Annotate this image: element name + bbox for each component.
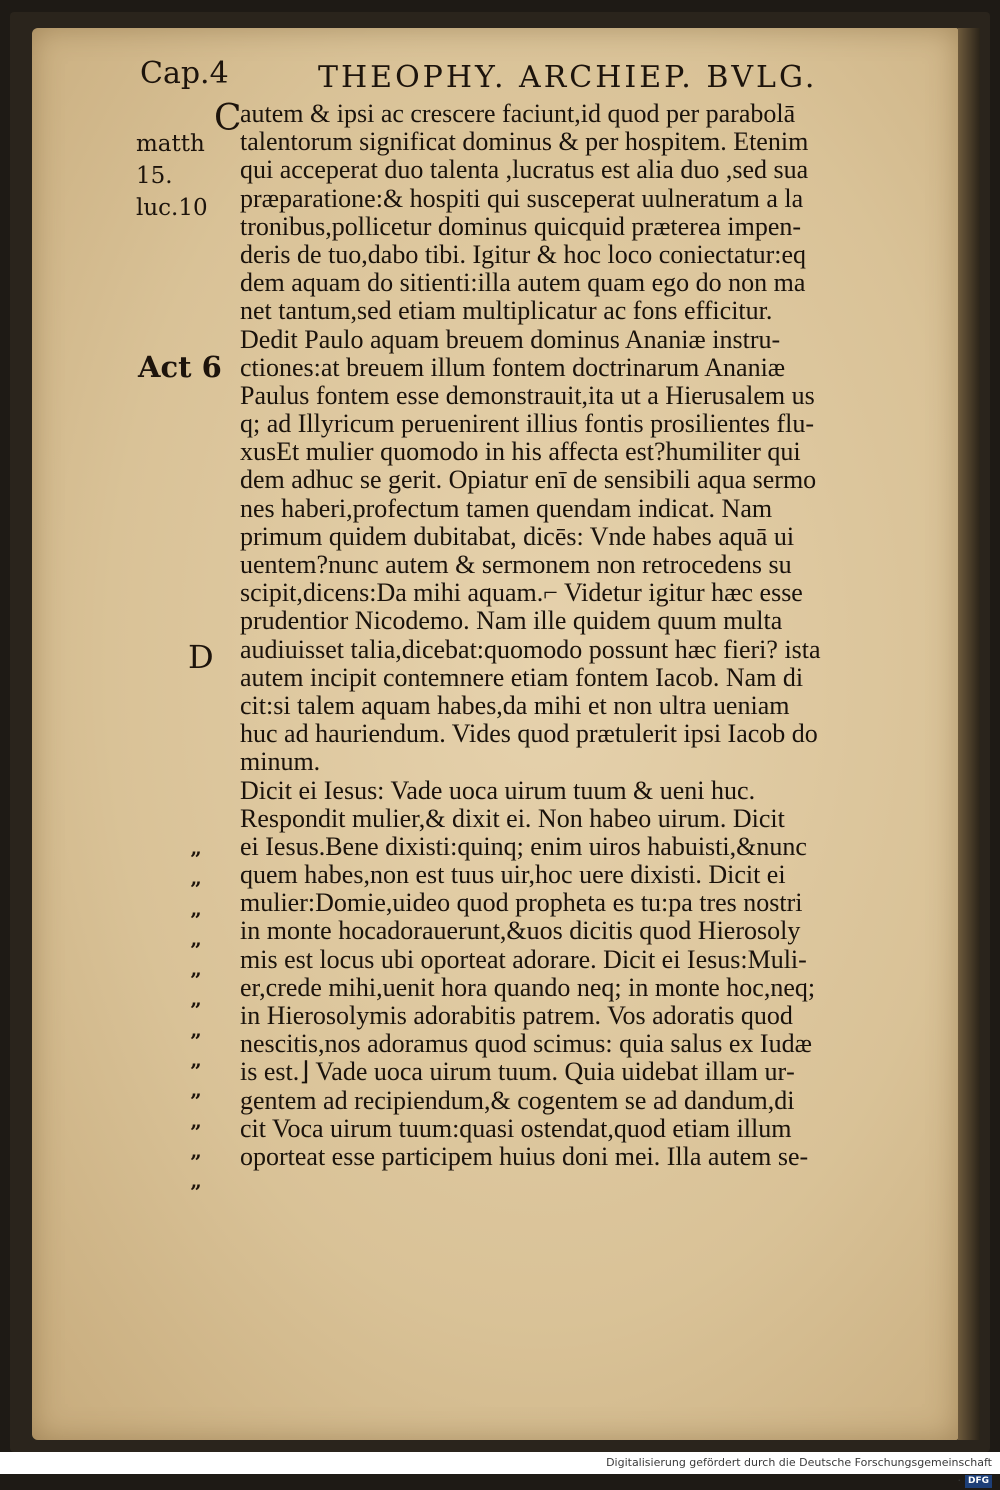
text-line: mulier:Domie,uideo quod propheta es tu:pa tres nostri	[240, 889, 803, 918]
text-line: præparatione:& hospiti qui susceperat uulneratum a la	[240, 184, 804, 213]
margin-note-matth-label: matth	[136, 131, 205, 157]
quote-mark: ”	[190, 1119, 202, 1144]
margin-note-act: Act 6	[138, 350, 222, 384]
text-line: autem & ipsi ac crescere faciunt,id quod per parabolā	[240, 100, 796, 128]
book-gutter	[958, 28, 980, 1440]
initial-letter: C	[214, 98, 242, 139]
text-line: xusEt mulier quomodo in his affecta est?humiliter qui	[240, 438, 801, 467]
quote-mark: ”	[190, 968, 202, 993]
text-line: cit:si talem aquam habes,da mihi et non ultra ueniam	[240, 691, 790, 720]
text-line: minum.	[240, 748, 321, 777]
text-line: Dedit Paulo aquam breuem dominus Ananiæ instru‑	[240, 325, 781, 354]
text-line: oporteat esse participem huius doni mei. Illa autem se‑	[240, 1142, 809, 1171]
text-line: qui acceperat duo talenta ,lucratus est alia duo ,sed sua	[240, 156, 809, 185]
text-line: tronibus,pollicetur dominus quicquid præterea impen‑	[240, 212, 802, 241]
running-title: THEOPHY. ARCHIEP. BVLG.	[318, 60, 818, 95]
text-line: dem aquam do sitienti:illa autem quam ego do non ma	[240, 269, 806, 298]
text-line: in monte hocadorauerunt,&uos dicitis quod Hierosoly	[240, 917, 801, 946]
digitization-credit	[600, 1454, 996, 1487]
text-line: quem habes,non est tuus uir,hoc uere dixisti. Dicit ei	[240, 861, 786, 890]
dfg-logo: DFG	[965, 1475, 992, 1488]
text-line: Dicit ei Iesus: Vade uoca uirum tuum & ueni huc.	[240, 776, 756, 805]
text-line: Paulus fontem esse demonstrauit,ita ut a Hierusalem us	[240, 381, 815, 410]
text-line: cit Voca uirum tuum:quasi ostendat,quod etiam illum	[240, 1114, 792, 1143]
quote-mark: ”	[190, 1028, 202, 1053]
margin-note-matth-number: 15.	[136, 163, 173, 189]
margin-note-section-d: D	[188, 638, 214, 676]
text-line: is est.⌋ Vade uoca uirum tuum. Quia uidebat illam ur‑	[240, 1058, 795, 1087]
text-line: audiuisset talia,dicebat:quomodo possunt hæc fieri? ista	[240, 635, 821, 664]
quote-mark: ”	[190, 1149, 202, 1174]
text-line: autem incipit contemnere etiam fontem Iacob. Nam di	[240, 663, 804, 692]
text-line: Respondit mulier,& dixit ei. Non habeo uirum. Dicit	[240, 804, 785, 833]
text-line: talentorum significat dominus & per hospitem. Etenim	[240, 128, 809, 157]
text-line: huc ad hauriendum. Vides quod prætulerit ipsi Iacob do	[240, 720, 818, 749]
text-line: dem adhuc se gerit. Opiatur enī de sensibili aqua sermo	[240, 466, 817, 495]
text-line: net tantum,sed etiam multiplicatur ac fons efficitur.	[240, 297, 773, 326]
margin-note-matth	[136, 128, 208, 224]
quote-mark: ”	[190, 1059, 202, 1084]
text-line: deris de tuo,dabo tibi. Igitur & hoc loco coniectatur:eq	[240, 240, 807, 269]
text-line: nescitis,nos adoramus quod scimus: quia salus ex Iudæ	[240, 1030, 812, 1059]
quote-mark: ”	[190, 847, 202, 871]
margin-note-luc: luc.10	[136, 195, 208, 221]
text-line: in Hierosolymis adorabitis patrem. Vos adoratis quod	[240, 1002, 793, 1030]
quotation-marks-column	[190, 844, 202, 1208]
quote-mark: ”	[190, 1180, 202, 1205]
quote-mark: ”	[190, 1089, 202, 1114]
quote-mark: ”	[190, 937, 202, 962]
quote-mark: ”	[190, 907, 202, 932]
quote-mark: ”	[190, 998, 202, 1023]
text-line: nes haberi,profectum tamen quendam indicat. Nam	[240, 494, 773, 523]
text-line: uentem?nunc autem & sermonem non retrocedens su	[240, 551, 792, 579]
text-line: primum quidem dubitabat, dicēs: Vnde habes aquā ui	[240, 522, 795, 551]
text-line: mis est locus ubi oporteat adorare. Dicit ei Iesus:Muli‑	[240, 945, 807, 974]
text-line: ctiones:at breuem illum fontem doctrinarum Ananiæ	[240, 353, 786, 382]
text-line: prudentior Nicodemo. Nam ille quidem quum multa	[240, 607, 783, 636]
body-text	[240, 100, 930, 1171]
quote-mark: ”	[190, 877, 202, 902]
text-line: er,crede mihi,uenit hora quando neq; in monte hoc,neq;	[240, 973, 816, 1002]
text-line: gentem ad recipiendum,& cogentem se ad dandum,di	[240, 1086, 795, 1115]
text-line: q; ad Illyricum peruenirent illius fontis prosilientes flu‑	[240, 410, 815, 439]
digitization-credit-text: Digitalisierung gefördert durch die Deutsche Forschungsgemeinschaft ·	[606, 1456, 992, 1487]
chapter-header: Cap.4	[140, 56, 229, 91]
text-line: ei Iesus.Bene dixisti:quinq; enim uiros habuisti,&nunc	[240, 832, 807, 861]
text-line: scipit,dicens:Da mihi aquam.⌐ Videtur igitur hæc esse	[240, 579, 803, 608]
